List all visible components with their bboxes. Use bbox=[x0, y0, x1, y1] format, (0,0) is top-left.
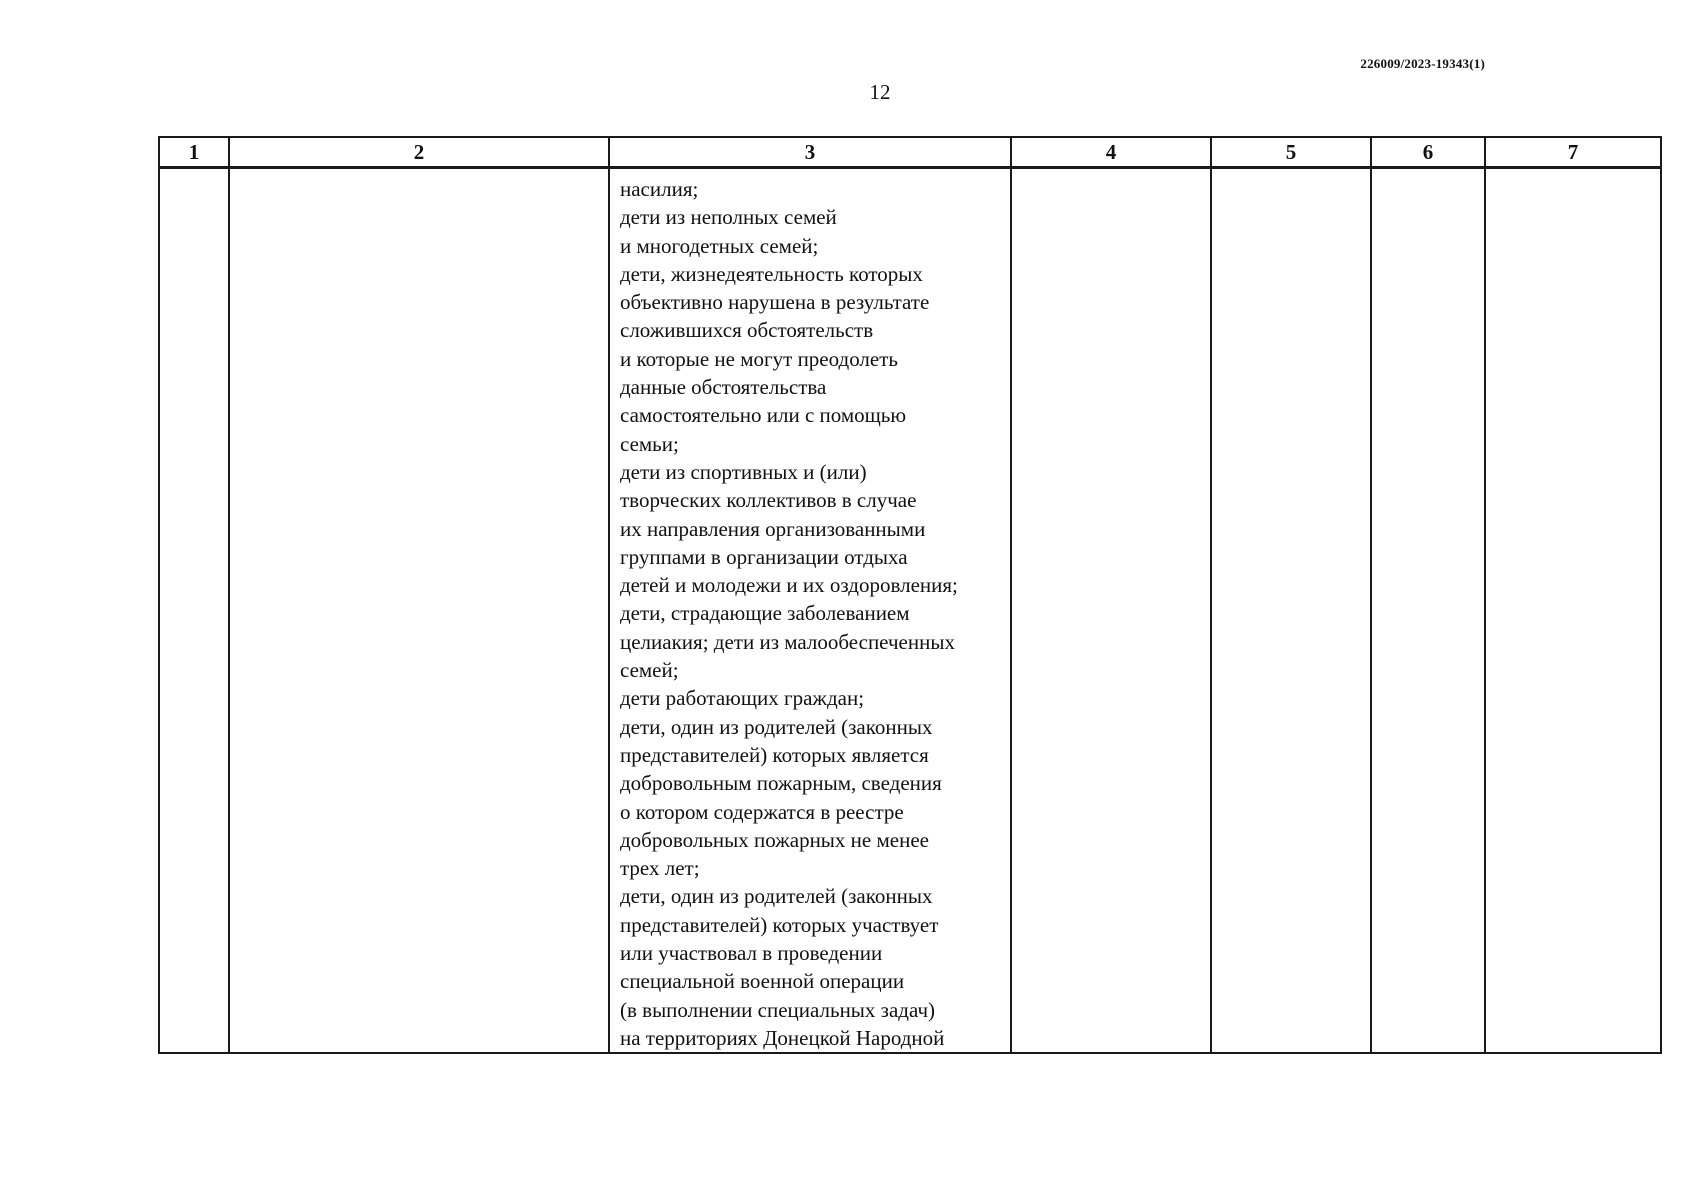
col3-text-line: семьи; bbox=[620, 431, 679, 456]
col3-text-line: дети из спортивных и (или) bbox=[620, 459, 867, 484]
col3-text-line: специальной военной операции bbox=[620, 969, 905, 994]
table-cell-col1 bbox=[159, 168, 229, 1054]
col3-text-line: добровольных пожарных не менее bbox=[620, 827, 929, 852]
col3-text-line: дети, один из родителей (законных bbox=[620, 714, 933, 739]
data-table bbox=[158, 136, 1662, 1054]
col3-text-line: объективно нарушена в результате bbox=[620, 290, 930, 315]
col3-text-line: или участвовал в проведении bbox=[620, 941, 883, 966]
table-cell-col2 bbox=[229, 168, 609, 1054]
table-row bbox=[159, 168, 1661, 1054]
col3-text-line: самостоятельно или с помощью bbox=[620, 403, 907, 428]
col3-text-line: целиакия; дети из малообеспеченных bbox=[620, 629, 955, 654]
col3-text-line: дети, страдающие заболеванием bbox=[620, 601, 910, 626]
document-id: 226009/2023-19343(1) bbox=[1360, 56, 1485, 71]
col3-text-line: (в выполнении специальных задач) bbox=[620, 997, 935, 1022]
column-header-2: 2 bbox=[229, 137, 609, 168]
col3-text-block bbox=[610, 169, 1010, 1052]
col3-text-line: о котором содержатся в реестре bbox=[620, 799, 904, 824]
col3-text-line: дети из неполных семей bbox=[620, 205, 837, 230]
column-header-3: 3 bbox=[609, 137, 1011, 168]
col3-text-line: представителей) которых участвует bbox=[620, 912, 939, 937]
col3-text-line: дети работающих граждан; bbox=[620, 686, 865, 711]
col3-text-line: насилия; bbox=[620, 177, 699, 201]
col3-text-line: дети, один из родителей (законных bbox=[620, 884, 933, 909]
table-cell-col6 bbox=[1371, 168, 1485, 1054]
col3-text-line: детей и молодежи и их оздоровления; bbox=[620, 573, 958, 598]
column-header-4: 4 bbox=[1011, 137, 1211, 168]
col3-text-line: на территориях Донецкой Народной bbox=[620, 1025, 945, 1050]
col3-text-line: группами в организации отдыха bbox=[620, 544, 908, 569]
col3-text-line: трех лет; bbox=[620, 856, 700, 881]
table-header-row bbox=[159, 137, 1661, 168]
table-cell-col4 bbox=[1011, 168, 1211, 1054]
table-cell-col5 bbox=[1211, 168, 1371, 1054]
col3-text-line: данные обстоятельства bbox=[620, 375, 827, 400]
col3-text-line: представителей) которых является bbox=[620, 742, 929, 767]
column-header-7: 7 bbox=[1485, 137, 1661, 168]
col3-text-line: их направления организованными bbox=[620, 516, 926, 541]
table-cell-col3 bbox=[609, 168, 1011, 1054]
col3-text-line: и многодетных семей; bbox=[620, 233, 819, 258]
col3-text-line: дети, жизнедеятельность которых bbox=[620, 261, 923, 286]
table-cell-col7 bbox=[1485, 168, 1661, 1054]
column-header-6: 6 bbox=[1371, 137, 1485, 168]
col3-text-line: и которые не могут преодолеть bbox=[620, 346, 898, 371]
col3-text-line: добровольным пожарным, сведения bbox=[620, 771, 942, 796]
col3-text-line: творческих коллективов в случае bbox=[620, 488, 917, 513]
col3-text-line: семей; bbox=[620, 658, 679, 683]
column-header-5: 5 bbox=[1211, 137, 1371, 168]
page-number: 12 bbox=[869, 80, 891, 104]
col3-text-line: сложившихся обстоятельств bbox=[620, 318, 874, 343]
column-header-1: 1 bbox=[159, 137, 229, 168]
